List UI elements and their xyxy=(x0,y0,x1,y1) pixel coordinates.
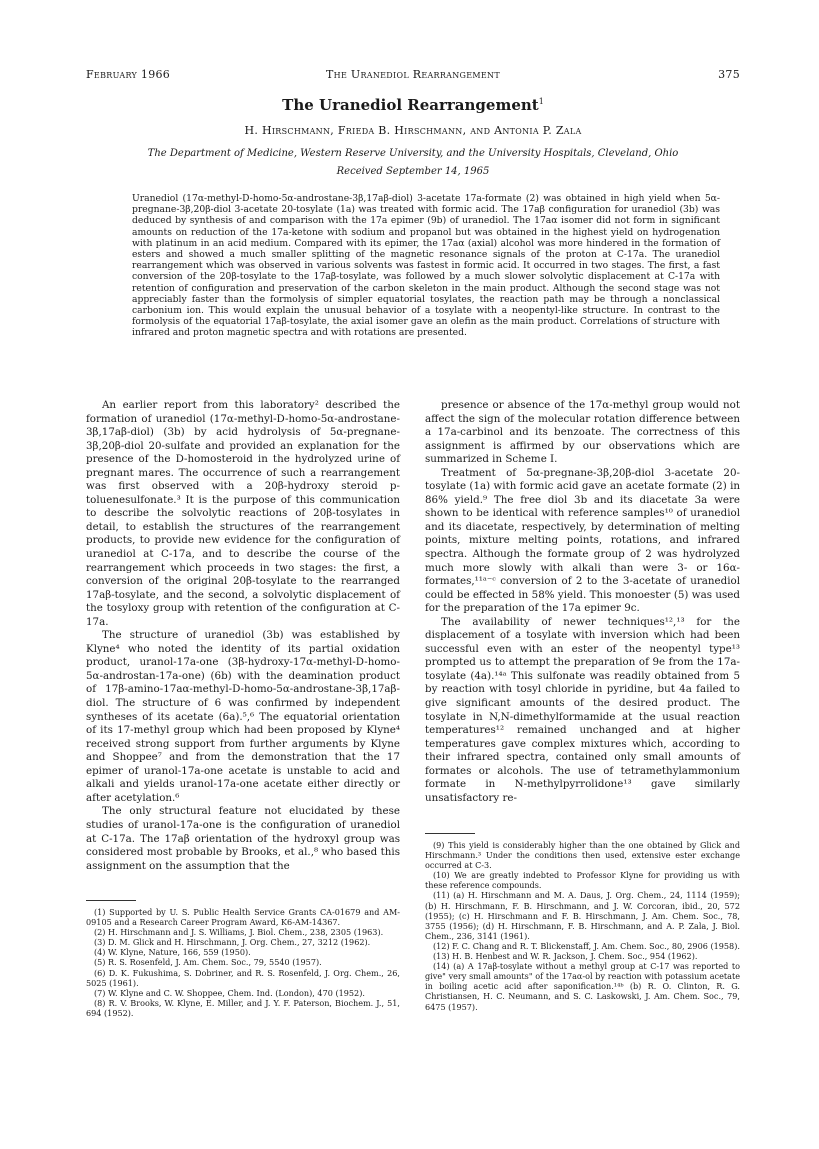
footnote: (5) R. S. Rosenfeld, J. Am. Chem. Soc., 79, 5540 (1957). xyxy=(94,957,322,968)
body-paragraph: presence or absence of the 17α-methyl group would not affect the sign of the molecular rotation difference between a 17a-carbinol and its benzoate. The correctness of this assignment is affirmed by our observations which are summarized in Scheme I. xyxy=(425,399,740,466)
body-column-right xyxy=(425,399,740,805)
article-title-text: The Uranediol Rearrangement xyxy=(282,96,539,114)
running-head xyxy=(86,68,740,84)
footnote: (7) W. Klyne and C. W. Shoppee, Chem. Ind. (London), 470 (1952). xyxy=(94,987,365,998)
footnote: (6) D. K. Fukushima, S. Dobriner, and R. S. Rosenfeld, J. Org. Chem., 26, 5025 (1961). xyxy=(86,967,400,988)
footnote: (8) R. V. Brooks, W. Klyne, E. Miller, and J. Y. F. Paterson, Biochem. J., 51, 694 (1952). xyxy=(86,997,400,1018)
footnote: (9) This yield is considerably higher than the one obtained by Glick and Hirschmann.³ Under the conditions then used, extensive ester exchange occurred at C-3. xyxy=(425,840,740,871)
footnote-divider-right xyxy=(425,833,475,834)
footnote-divider-left xyxy=(86,900,136,901)
body-paragraph: An earlier report from this laboratory² described the formation of uranediol (17α-methyl-D-homo-5α-androstane-3β,17aβ-diol) (3b) by acid hydrolysis of 5α-pregnane-3β,20β-diol 20-sulfate and provided an explanation for the presence of the D-homosteroid in the hydrolyzed urine of pregnant mares. The occurrence of such a rearrangement was first observed with a 20β-hydroxy steroid p-toluenesulfonate.³ It is the purpose of this communication to describe the solvolytic reactions of 20β-tosylates in detail, to establish the structures of the rearrangement products, to provide new evidence for the configuration of uranediol at C-17a, and to describe the course of the rearrangement which proceeds in two stages: the first, a conversion of the original 20β-tosylate to the rearranged 17aβ-tosylate, and the second, a solvolytic displacement of the tosyloxy group with retention of the configuration at C-17a. xyxy=(86,399,400,628)
footnote: (13) H. B. Henbest and W. R. Jackson, J. Chem. Soc., 954 (1962). xyxy=(433,951,698,962)
abstract: Uranediol (17α-methyl-D-homo-5α-androstane-3β,17aβ-diol) 3-acetate 17a-formate (2) was obtained in high yield when 5α-pregnane-3β,20β-diol 3-acetate 20-tosylate (1a) was treated with formic acid. The 17aβ configuration for uranediol (3b) was deduced by synthesis of and comparison with the 17a epimer (9b) of uranediol. The 17aα isomer did not form in significant amounts on reduction of the 17a-ketone with sodium and propanol but was obtained in the highest yield on hydrogenation with platinum in an acid medium. Compared with its epimer, the 17aα (axial) alcohol was more hindered in the formation of esters and showed a much smaller splitting of the magnetic resonance signals of the proton at C-17a. The uranediol rearrangement which was observed in various solvents was fastest in formic acid. It occurred in two stages. The first, a fast conversion of the 20β-tosylate to the 17aβ-tosylate, was followed by a much slower solvolytic displacement at C-17a with retention of configuration and preservation of the carbon skeleton in the main product. Although the second stage was not appreciably faster than the formolysis of simpler equatorial tosylates, the reaction path may be through a nonclassical carbonium ion. This would explain the unusual behavior of a tosylate with a neopentyl-like structure. In contrast to the formolysis of the equatorial 17aβ-tosylate, the axial isomer gave an olefin as the main product. Correlations of structure with infrared and proton magnetic spectra and with rotations are presented. xyxy=(132,193,720,339)
body-column-left xyxy=(86,399,400,873)
page-number: 375 xyxy=(718,68,740,81)
footnote: (3) D. M. Glick and H. Hirschmann, J. Org. Chem., 27, 3212 (1962). xyxy=(94,937,371,948)
title-footnote-mark: 1 xyxy=(538,97,544,106)
footnotes-left xyxy=(86,907,400,1018)
footnote: (2) H. Hirschmann and J. S. Williams, J. Biol. Chem., 238, 2305 (1963). xyxy=(94,927,384,938)
footnote: (10) We are greatly indebted to Professor Klyne for providing us with these reference compounds. xyxy=(425,870,740,891)
footnote: (4) W. Klyne, Nature, 166, 559 (1950). xyxy=(94,947,251,958)
received-date: Received September 14, 1965 xyxy=(336,166,490,177)
body-paragraph: Treatment of 5α-pregnane-3β,20β-diol 3-acetate 20-tosylate (1a) with formic acid gave an acetate formate (2) in 86% yield.⁹ The free diol 3b and its diacetate 3a were shown to be identical with reference samples¹⁰ of uranediol and its diacetate, respectively, by determination of melting points, mixture melting points, rotations, and infrared spectra. Although the formate group of 2 was hydrolyzed much more slowly with alkali than were 3- or 16α-formates,¹¹ᵃ⁻ᶜ conversion of 2 to the 3-acetate of uranediol could be effected in 58% yield. This monoester (5) was used for the preparation of the 17a epimer 9c. xyxy=(425,466,740,615)
footnote: (1) Supported by U. S. Public Health Service Grants CA-01679 and AM-09105 and a Research Career Program Award, K6-AM-14367. xyxy=(86,907,400,928)
body-paragraph: The only structural feature not elucidated by these studies of uranol-17a-one is the configuration of uranediol at C-17a. The 17aβ orientation of the hydroxyl group was considered most probable by Brooks, et al.,⁸ who based this assignment on the assumption that the xyxy=(86,805,400,872)
article-title xyxy=(86,96,740,114)
running-title: The Uranediol Rearrangement xyxy=(326,68,500,81)
footnote: (12) F. C. Chang and R. T. Blickenstaff, J. Am. Chem. Soc., 80, 2906 (1958). xyxy=(433,940,740,951)
body-paragraph: The structure of uranediol (3b) was established by Klyne⁴ who noted the identity of its partial oxidation product, uranol-17a-one (3β-hydroxy-17α-methyl-D-homo-5α-androstan-17a-one) (6b) with the deamination product of 17β-amino-17aα-methyl-D-homo-5α-androstane-3β,17aβ-diol. The structure of 6 was confirmed by independent syntheses of its acetate (6a).⁵,⁶ The equatorial orientation of its 17-methyl group which had been proposed by Klyne⁴ received strong support from further arguments by Klyne and Shoppee⁷ and from the demonstration that the 17 epimer of uranol-17a-one acetate is unstable to acid and alkali and yields uranol-17a-one acetate either directly or after acetylation.⁶ xyxy=(86,629,400,804)
author-list: H. Hirschmann, Frieda B. Hirschmann, and Antonia P. Zala xyxy=(244,124,582,137)
footnote: (14) (a) A 17aβ-tosylate without a methyl group at C-17 was reported to give" very small amounts" of the 17aα-ol by reaction with potassium acetate in boiling acetic acid after saponification.¹⁴ᵇ (b) R. O. Clinton, R. G. Christiansen, H. C. Neumann, and S. C. Laskowski, J. Am. Chem. Soc., 79, 6475 (1957). xyxy=(425,961,740,1012)
footnote: (11) (a) H. Hirschmann and M. A. Daus, J. Org. Chem., 24, 1114 (1959); (b) H. Hirschmann, F. B. Hirschmann, and J. W. Corcoran, ibid., 20, 572 (1955); (c) H. Hirschmann and F. B. Hirschmann, J. Am. Chem. Soc., 78, 3755 (1956); (d) H. Hirschmann, F. B. Hirschmann, and A. P. Zala, J. Biol. Chem., 236, 3141 (1961). xyxy=(425,890,740,941)
journal-issue-date: February 1966 xyxy=(86,68,171,81)
body-paragraph: The availability of newer techniques¹²,¹³ for the displacement of a tosylate with inversion which had been successful even with an ester of the neopentyl type¹³ prompted us to attempt the preparation of 9e from the 17a-tosylate (4a).¹⁴ᵃ This sulfonate was readily obtained from 5 by reaction with tosyl chloride in pyridine, but 4a failed to give significant amounts of the desired product. The tosylate in N,N-dimethylformamide at the usual reaction temperatures¹² remained unchanged and at higher temperatures gave complex mixtures which, according to their infrared spectra, contained only small amounts of formates or alcohols. The use of tetramethylammonium formate in N-methylpyrrolidone¹³ gave similarly unsatisfactory re- xyxy=(425,615,740,804)
footnotes-right xyxy=(425,840,740,1012)
author-affiliation: The Department of Medicine, Western Reserve University, and the University Hospitals, Cleveland, Ohio xyxy=(147,148,679,159)
